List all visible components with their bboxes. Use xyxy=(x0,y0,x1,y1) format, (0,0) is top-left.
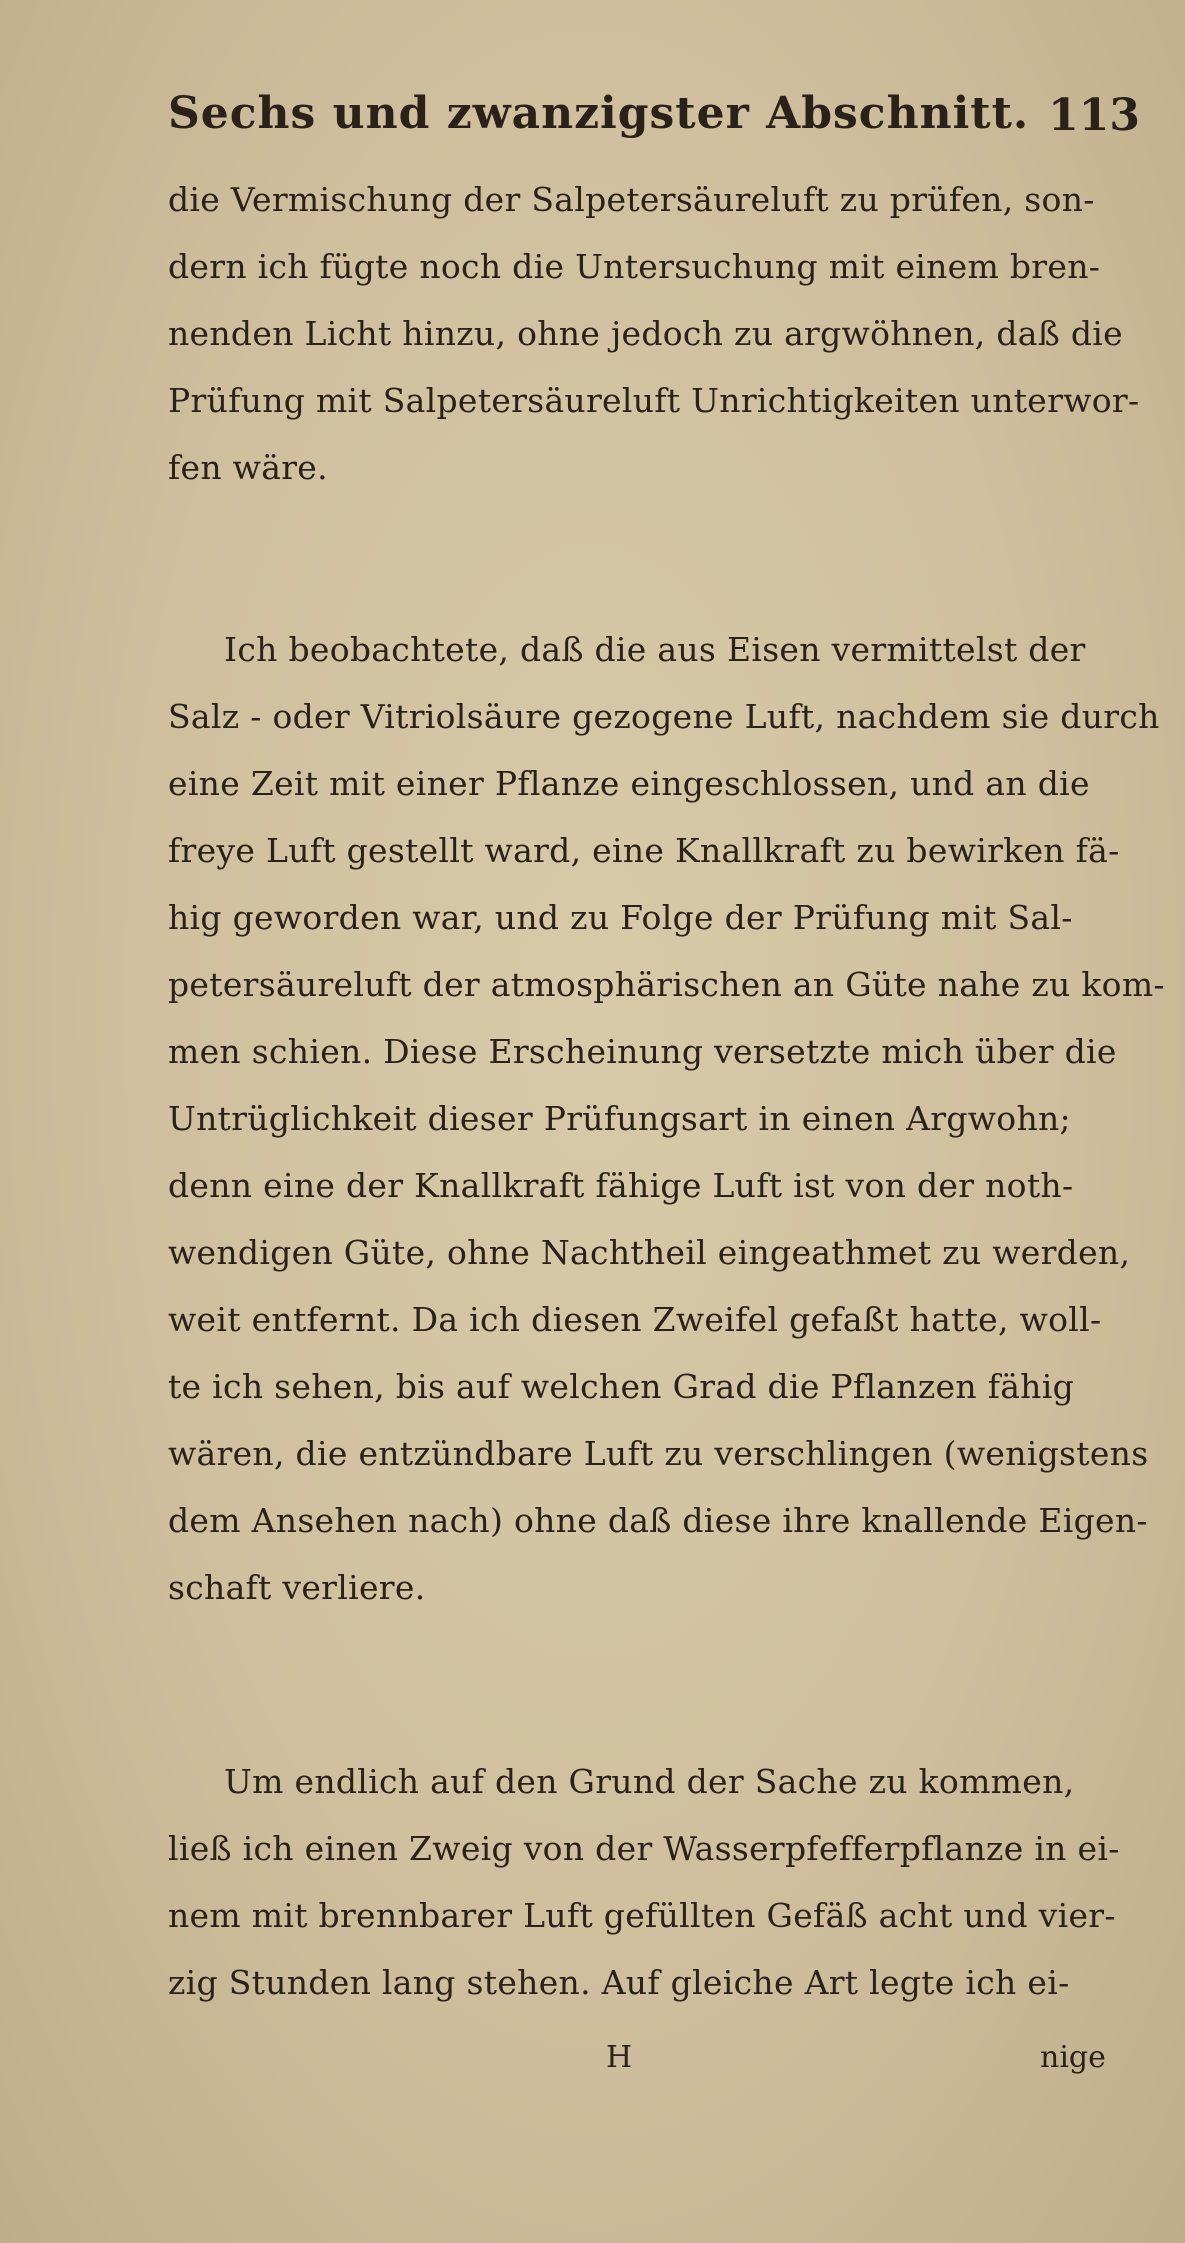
text-line: Salz - oder Vitriolsäure gezogene Luft, nachdem sie durch xyxy=(168,697,1160,736)
text-line: nenden Licht hinzu, ohne jedoch zu argwöhnen, daß die xyxy=(168,314,1123,353)
text-line: ließ ich einen Zweig von der Wasserpfefferpflanze in ei- xyxy=(168,1829,1120,1868)
text-line: weit entfernt. Da ich diesen Zweifel gefaßt hatte, woll- xyxy=(168,1300,1102,1339)
text-line: men schien. Diese Erscheinung versetzte mich über die xyxy=(168,1032,1117,1071)
text-line: Prüfung mit Salpetersäureluft Unrichtigkeiten unterwor- xyxy=(168,381,1140,420)
text-line: wendigen Güte, ohne Nachtheil eingeathmet zu werden, xyxy=(168,1233,1131,1272)
text-line: wären, die entzündbare Luft zu verschlingen (wenigstens xyxy=(168,1434,1149,1473)
text-line: fen wäre. xyxy=(168,448,328,487)
running-title: Sechs und zwanzigster Abschnitt. xyxy=(168,88,1030,139)
catchword: nige xyxy=(1040,2040,1106,2075)
text-line: Um endlich auf den Grund der Sache zu kommen, xyxy=(224,1762,1075,1801)
text-line: nem mit brennbarer Luft gefüllten Gefäß acht und vier- xyxy=(168,1896,1116,1935)
text-line: eine Zeit mit einer Pflanze eingeschlossen, und an die xyxy=(168,764,1090,803)
text-line: dern ich fügte noch die Untersuchung mit einem bren- xyxy=(168,247,1101,286)
signature-mark: H xyxy=(606,2040,633,2075)
text-line: petersäureluft der atmosphärischen an Güte nahe zu kom- xyxy=(168,965,1165,1004)
text-line: Untrüglichkeit dieser Prüfungsart in einen Argwohn; xyxy=(168,1099,1071,1138)
text-line: te ich sehen, bis auf welchen Grad die Pflanzen fähig xyxy=(168,1367,1075,1406)
text-line: schaft verliere. xyxy=(168,1568,426,1607)
text-line: die Vermischung der Salpetersäureluft zu prüfen, son- xyxy=(168,180,1095,219)
text-line: denn eine der Knallkraft fähige Luft ist von der noth- xyxy=(168,1166,1074,1205)
text-line: Ich beobachtete, daß die aus Eisen vermittelst der xyxy=(224,630,1086,669)
running-head xyxy=(168,88,1148,158)
text-line: dem Ansehen nach) ohne daß diese ihre knallende Eigen- xyxy=(168,1501,1148,1540)
text-line: freye Luft gestellt ward, eine Knallkraft zu bewirken fä- xyxy=(168,831,1120,870)
page-number: 113 xyxy=(1048,90,1140,141)
text-line: zig Stunden lang stehen. Auf gleiche Art legte ich ei- xyxy=(168,1963,1070,2002)
text-line: hig geworden war, und zu Folge der Prüfung mit Sal- xyxy=(168,898,1073,937)
